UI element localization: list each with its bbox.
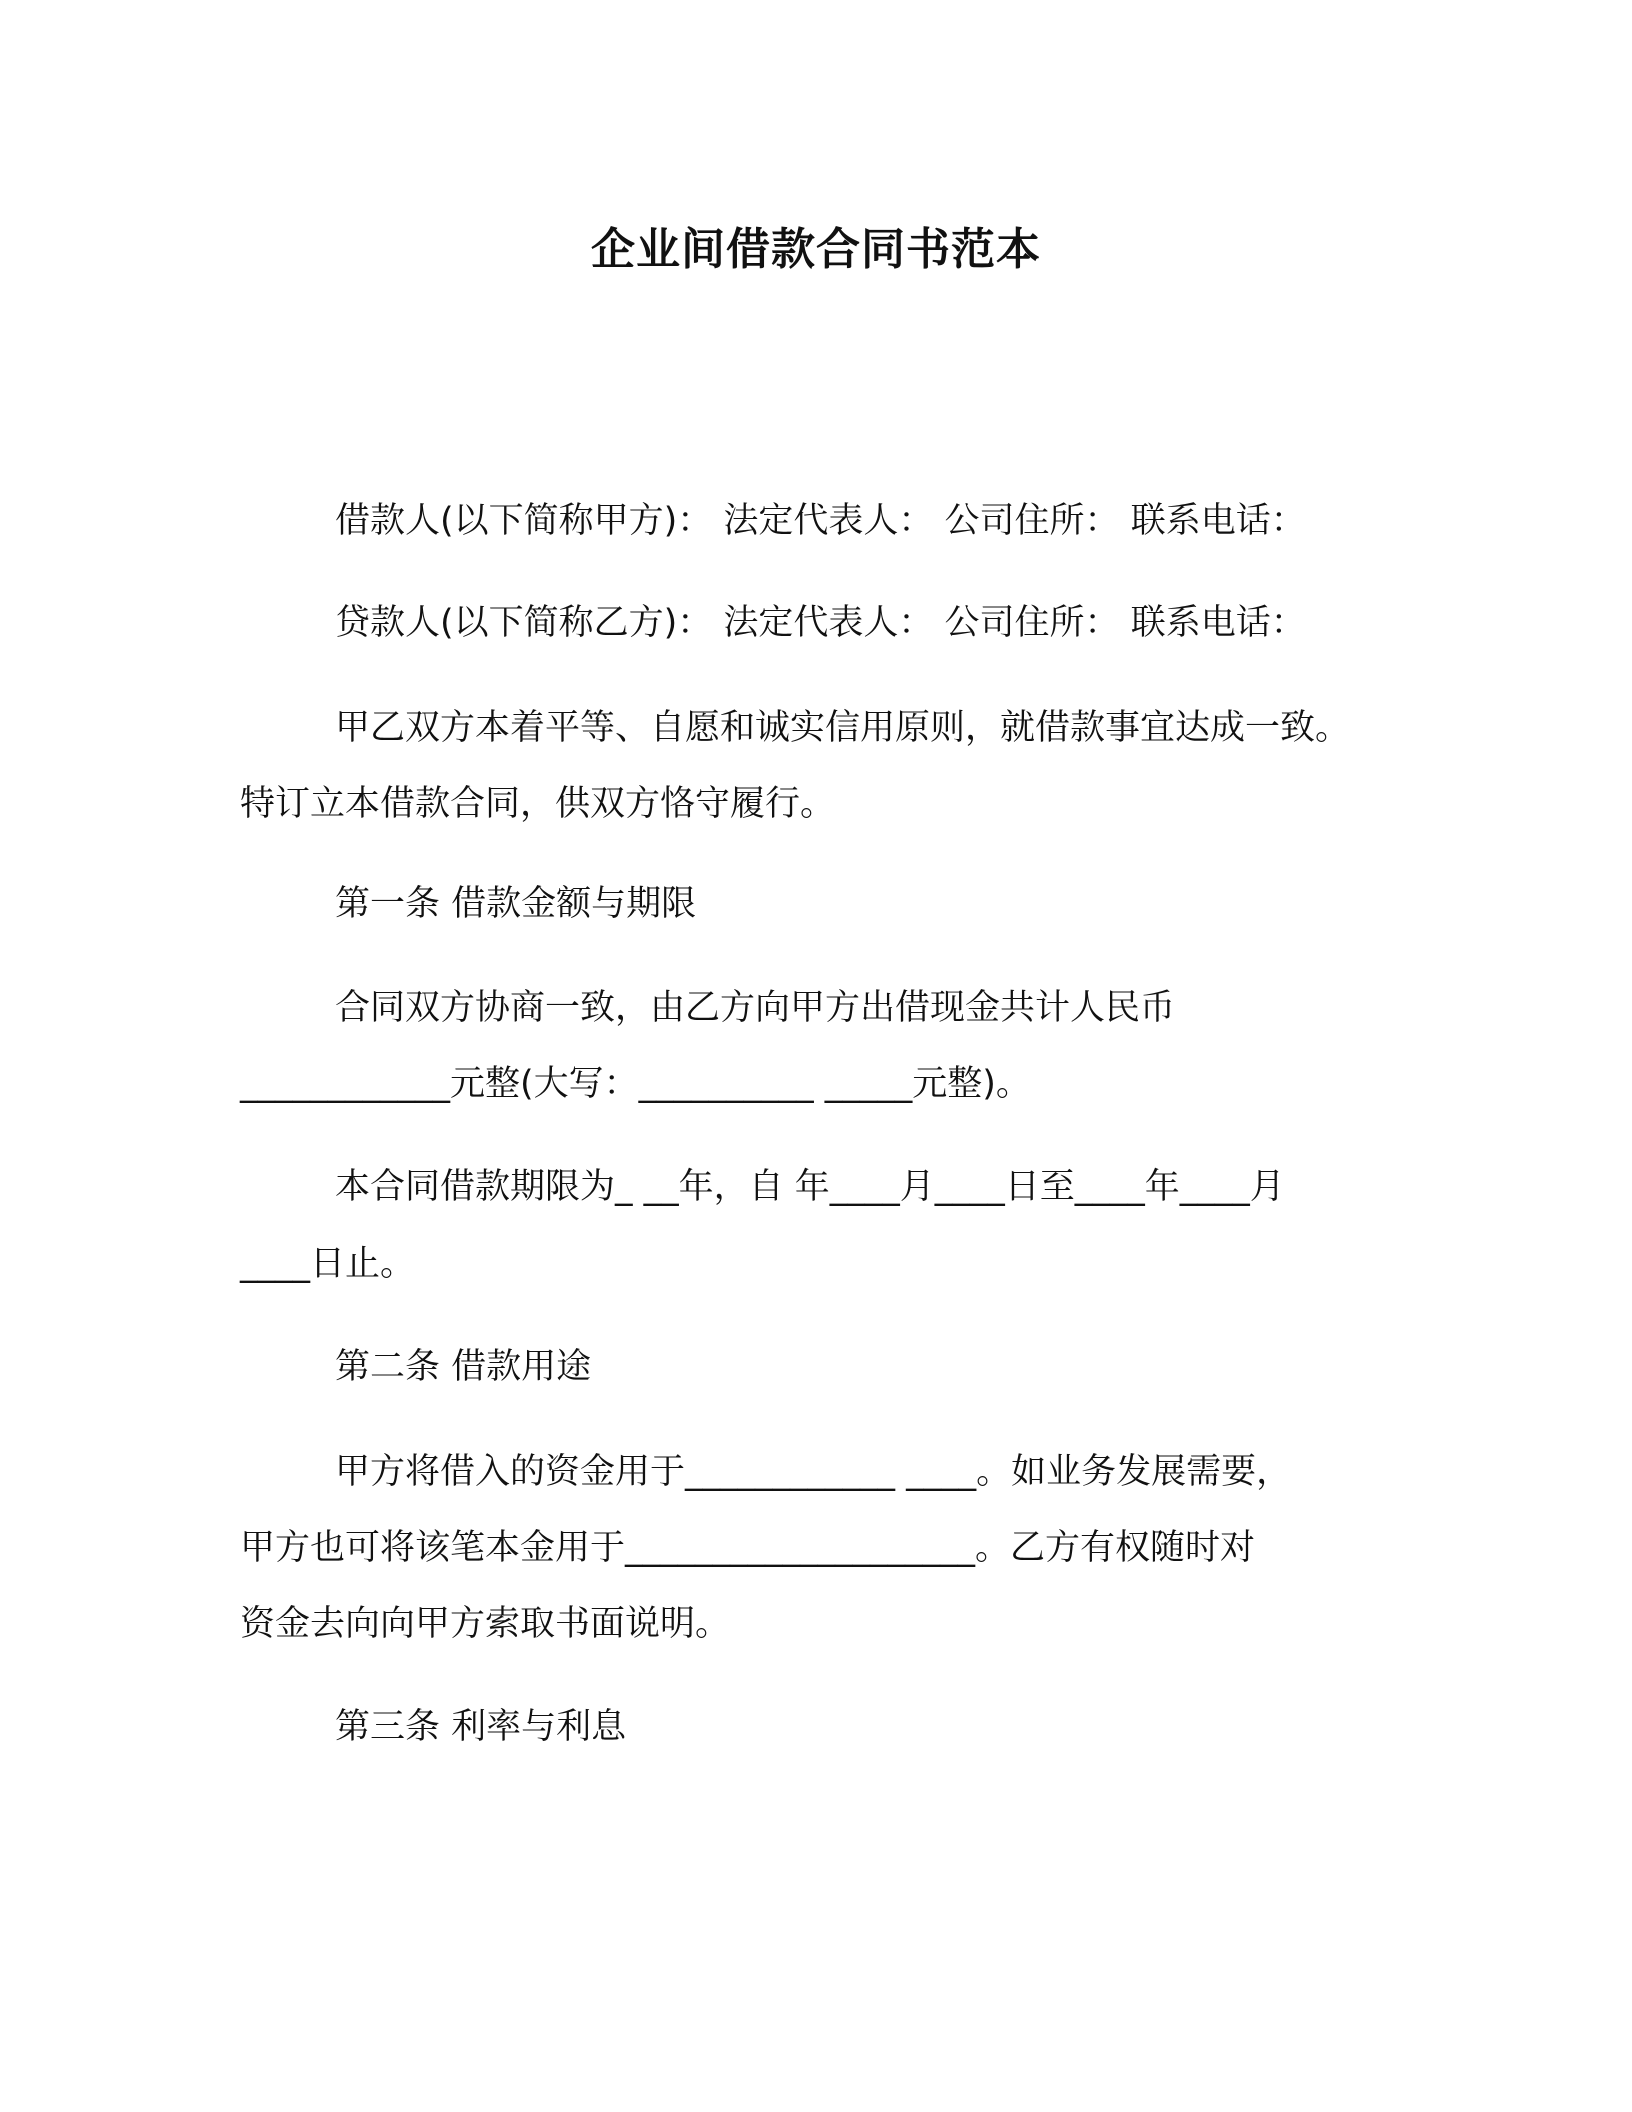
borrower-info-line: 借款人(以下简称甲方)： 法定代表人： 公司住所： 联系电话： [335,501,1306,541]
article-1-term-line-1: 本合同借款期限为_ __年，自 年____月____日至____年____月 [335,1167,1285,1207]
article-1-amount-line-1: 合同双方协商一致，由乙方向甲方出借现金共计人民币 [335,988,1176,1028]
article-3-heading: 第三条 利率与利息 [335,1707,627,1747]
preamble-line-1: 甲乙双方本着平等、自愿和诚实信用原则，就借款事宜达成一致。 [335,708,1351,748]
article-2-line-3: 资金去向向甲方索取书面说明。 [240,1604,731,1644]
article-2-heading: 第二条 借款用途 [335,1347,592,1387]
article-2-line-1: 甲方将借入的资金用于____________ ____。如业务发展需要， [335,1452,1292,1492]
preamble-line-2: 特订立本借款合同，供双方恪守履行。 [240,784,836,824]
lender-info-line: 贷款人(以下简称乙方)： 法定代表人： 公司住所： 联系电话： [335,603,1306,643]
article-1-amount-line-2: ____________元整(大写：__________ _____元整)。 [240,1064,1031,1104]
document-title: 企业间借款合同书范本 [591,224,1041,275]
article-1-term-line-2: ____日止。 [240,1244,416,1284]
article-1-heading: 第一条 借款金额与期限 [335,884,697,924]
article-2-line-2: 甲方也可将该笔本金用于____________________。乙方有权随时对 [240,1528,1256,1568]
